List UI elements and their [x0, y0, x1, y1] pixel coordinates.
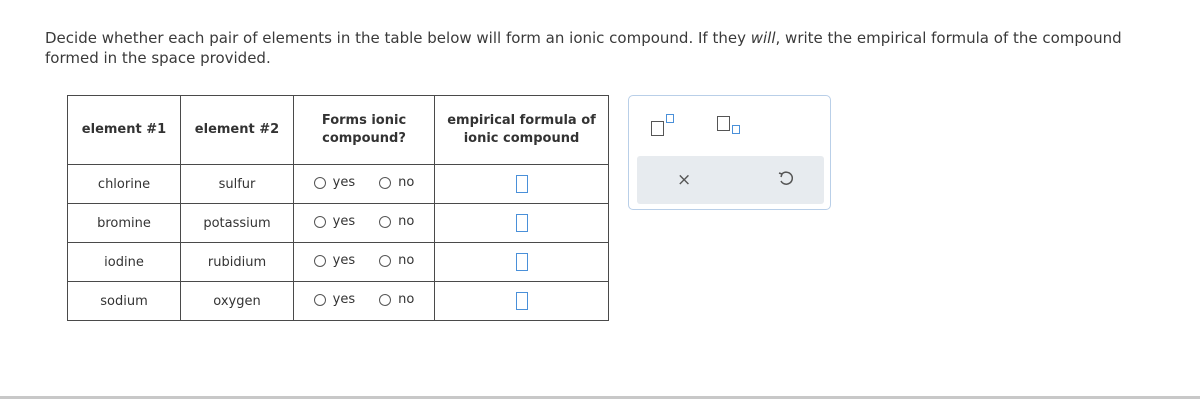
formula-input[interactable] [516, 292, 528, 310]
formula-input[interactable] [516, 253, 528, 271]
radio-yes-circle[interactable] [314, 177, 326, 189]
header-formula-line1: empirical formula of [447, 113, 596, 128]
cell-element-2: rubidium [181, 243, 294, 282]
radio-no-circle[interactable] [379, 294, 391, 306]
radio-yes-circle[interactable] [314, 255, 326, 267]
radio-no-label: no [398, 253, 415, 269]
cell-forms-ionic [294, 165, 435, 204]
instructions-text-3: formed in the space provided. [45, 49, 271, 67]
cell-forms-ionic [294, 282, 435, 321]
radio-yes-label: yes [332, 175, 356, 191]
radio-no-circle[interactable] [379, 255, 391, 267]
ionic-compound-table [67, 95, 609, 321]
cell-forms-ionic [294, 204, 435, 243]
header-forms-ionic [294, 96, 435, 165]
table-row [68, 282, 609, 321]
radio-yes-circle[interactable] [314, 294, 326, 306]
header-element-1: element #1 [68, 96, 181, 165]
table-row [68, 165, 609, 204]
radio-yes[interactable] [314, 214, 355, 229]
cell-element-1: bromine [68, 204, 181, 243]
cell-formula [435, 282, 609, 321]
cell-element-2: oxygen [181, 282, 294, 321]
radio-no-label: no [398, 292, 415, 308]
instructions [45, 28, 1185, 68]
superscript-icon[interactable] [651, 114, 677, 136]
radio-no-label: no [398, 214, 415, 230]
table-row [68, 204, 609, 243]
cell-formula [435, 243, 609, 282]
cell-element-1: sodium [68, 282, 181, 321]
instructions-emphasis: will [750, 29, 776, 47]
header-empirical-formula [435, 96, 609, 165]
header-element-2: element #2 [181, 96, 294, 165]
subscript-icon[interactable] [717, 114, 743, 136]
table-row [68, 243, 609, 282]
radio-no[interactable] [379, 253, 414, 268]
cell-element-1: chlorine [68, 165, 181, 204]
cell-forms-ionic [294, 243, 435, 282]
toolbox-actions [637, 156, 824, 204]
radio-yes-circle[interactable] [314, 216, 326, 228]
cell-element-2: sulfur [181, 165, 294, 204]
cell-formula [435, 204, 609, 243]
cell-formula [435, 165, 609, 204]
radio-yes-label: yes [332, 214, 356, 230]
radio-yes-label: yes [332, 253, 356, 269]
cell-element-2: potassium [181, 204, 294, 243]
radio-no[interactable] [379, 175, 414, 190]
header-forms-line1: Forms ionic [321, 113, 407, 128]
radio-no[interactable] [379, 292, 414, 307]
cell-element-1: iodine [68, 243, 181, 282]
radio-yes[interactable] [314, 253, 355, 268]
instructions-text-2: , write the empirical formula of the compound [775, 29, 1122, 47]
radio-no-circle[interactable] [379, 177, 391, 189]
clear-icon[interactable]: × [677, 170, 692, 190]
undo-icon[interactable] [777, 170, 795, 188]
radio-yes[interactable] [314, 292, 355, 307]
radio-yes-label: yes [332, 292, 356, 308]
formula-input[interactable] [516, 175, 528, 193]
formula-input[interactable] [516, 214, 528, 232]
header-formula-line2: ionic compound [463, 131, 580, 146]
radio-no-label: no [398, 175, 415, 191]
radio-no[interactable] [379, 214, 414, 229]
table-header-row [68, 96, 609, 165]
radio-no-circle[interactable] [379, 216, 391, 228]
header-forms-line2: compound? [322, 131, 406, 146]
formula-toolbox [628, 95, 831, 210]
instructions-text: Decide whether each pair of elements in the table below will form an ionic compound. If they [45, 29, 751, 47]
radio-yes[interactable] [314, 175, 355, 190]
